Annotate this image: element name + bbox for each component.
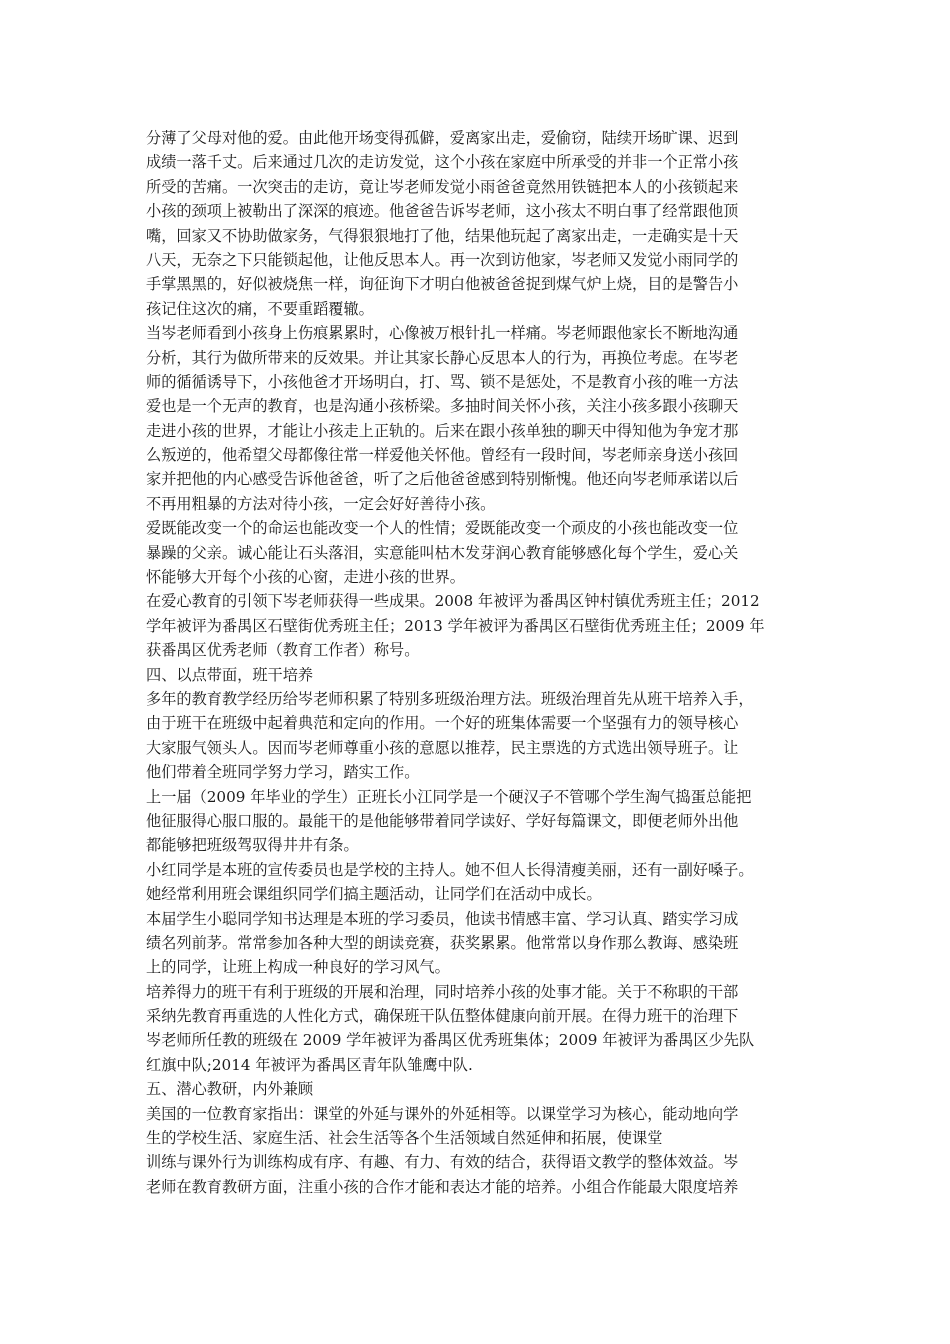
document-page: [146, 126, 810, 1199]
text-line: 暴躁的父亲。诚心能让石头落泪，实意能叫枯木发芽润心教育能够感化每个学生，爱心关: [146, 543, 739, 562]
paragraph-p1: [146, 126, 810, 321]
text-line: 绩名列前茅。常常参加各种大型的朗读竞赛，获奖累累。他常常以身作那么教诲、感染班: [146, 933, 739, 952]
text-line: 当岑老师看到小孩身上伤痕累累时，心像被万根针扎一样痛。岑老师跟他家长不断地沟通: [146, 324, 739, 343]
paragraph-p4: [146, 589, 810, 662]
text-line: 上一届（2009 年毕业的学生）正班长小江同学是一个硬汉子不管哪个学生淘气捣蛋总能把: [146, 787, 752, 806]
text-line: 走进小孩的世界，才能让小孩走上正轨的。后来在跟小孩单独的聊天中得知他为争宠才那: [146, 421, 739, 440]
paragraph-p8: [146, 858, 810, 907]
text-line: 生的学校生活、家庭生活、社会生活等各个生活领域自然延伸和拓展，使课堂: [146, 1129, 663, 1148]
text-line: 岑老师所任教的班级在 2009 学年被评为番禺区优秀班集体；2009 年被评为番禺区少先队: [146, 1031, 755, 1050]
paragraph-p2: [146, 321, 810, 516]
text-line: 本届学生小聪同学知书达理是本班的学习委员，他读书情感丰富、学习认真、踏实学习成: [146, 909, 739, 928]
text-line: 美国的一位教育家指出：课堂的外延与课外的外延相等。以课堂学习为核心，能动地向学: [146, 1104, 739, 1123]
text-line: 爱也是一个无声的教育，也是沟通小孩桥梁。多抽时间关怀小孩，关注小孩多跟小孩聊天: [146, 397, 739, 416]
text-line: 怀能够大开每个小孩的心窗，走进小孩的世界。: [146, 568, 465, 587]
text-line: 学年被评为番禺区石壁街优秀班主任；2013 学年被评为番禺区石壁街优秀班主任；2009 年: [146, 616, 765, 635]
text-line: 四、以点带面，班干培养: [146, 665, 314, 684]
text-line: 培养得力的班干有利于班级的开展和治理，同时培养小孩的处事才能。关于不称职的干部: [146, 982, 739, 1001]
text-line: 大家服气领头人。因而岑老师尊重小孩的意愿以推荐，民主票选的方式选出领导班子。让: [146, 738, 739, 757]
text-line: 八天，无奈之下只能锁起他，让他反思本人。再一次到访他家，岑老师又发觉小雨同学的: [146, 250, 739, 269]
paragraph-p5: [146, 663, 810, 687]
text-line: 他征服得心服口服的。最能干的是他能够带着同学读好、学好每篇课文，即便老师外出他: [146, 811, 739, 830]
text-line: 手掌黑黑的，好似被烧焦一样，询征询下才明白他被爸爸捉到煤气炉上烧，目的是警告小: [146, 275, 739, 294]
text-line: 爱既能改变一个的命运也能改变一个人的性情；爱既能改变一个顽皮的小孩也能改变一位: [146, 519, 739, 538]
text-line: 老师在教育教研方面，注重小孩的合作才能和表达才能的培养。小组合作能最大限度培养: [146, 1177, 739, 1196]
text-line: 孩记住这次的痛，不要重蹈覆辙。: [146, 299, 374, 318]
paragraph-p11: [146, 1077, 810, 1101]
text-line: 小红同学是本班的宣传委员也是学校的主持人。她不但人长得清瘦美丽，还有一副好嗓子。: [146, 860, 754, 879]
paragraph-p7: [146, 785, 810, 858]
text-line: 么叛逆的，他希望父母都像往常一样爱他关怀他。曾经有一段时间，岑老师亲身送小孩回: [146, 446, 739, 465]
text-line: 分析，其行为做所带来的反效果。并让其家长静心反思本人的行为，再换位考虑。在岑老: [146, 348, 739, 367]
text-line: 她经常利用班会课组织同学们搞主题活动，让同学们在活动中成长。: [146, 885, 602, 904]
text-line: 成绩一落千丈。后来通过几次的走访发觉，这个小孩在家庭中所承受的并非一个正常小孩: [146, 153, 739, 172]
text-line: 所受的苦痛。一次突击的走访，竟让岑老师发觉小雨爸爸竟然用铁链把本人的小孩锁起来: [146, 177, 739, 196]
text-line: 小孩的颈项上被勒出了深深的痕迹。他爸爸告诉岑老师，这小孩太不明白事了经常跟他顶: [146, 202, 739, 221]
text-line: 家并把他的内心感受告诉他爸爸，听了之后他爸爸感到特别惭愧。他还向岑老师承诺以后: [146, 470, 739, 489]
text-line: 都能够把班级驾驭得井井有条。: [146, 836, 359, 855]
paragraph-p9: [146, 907, 810, 980]
text-line: 上的同学，让班上构成一种良好的学习风气。: [146, 958, 450, 977]
text-line: 嘴，回家又不协助做家务，气得狠狠地打了他，结果他玩起了离家出走，一走确实是十天: [146, 226, 739, 245]
text-line: 训练与课外行为训练构成有序、有趣、有力、有效的结合，获得语文教学的整体效益。岑: [146, 1153, 739, 1172]
text-line: 五、潜心教研，内外兼顾: [146, 1080, 314, 1099]
text-line: 他们带着全班同学努力学习，踏实工作。: [146, 763, 420, 782]
text-line: 采纳先教育再重选的人性化方式，确保班干队伍整体健康向前开展。在得力班干的治理下: [146, 1007, 739, 1026]
text-line: 多年的教育教学经历给岑老师积累了特别多班级治理方法。班级治理首先从班干培养入手，: [146, 689, 754, 708]
paragraph-p12: [146, 1102, 810, 1200]
text-line: 获番禺区优秀老师（教育工作者）称号。: [146, 641, 420, 660]
paragraph-p6: [146, 687, 810, 785]
text-line: 分薄了父母对他的爱。由此他开场变得孤僻，爱离家出走，爱偷窃，陆续开场旷课、迟到: [146, 129, 739, 147]
text-line: 师的循循诱导下，小孩他爸才开场明白，打、骂、锁不是惩处，不是教育小孩的唯一方法: [146, 372, 739, 391]
text-line: 红旗中队;2014 年被评为番禺区青年队雏鹰中队.: [146, 1055, 473, 1074]
text-line: 由于班干在班级中起着典范和定向的作用。一个好的班集体需要一个坚强有力的领导核心: [146, 714, 739, 733]
paragraph-p10: [146, 980, 810, 1078]
text-line: 不再用粗暴的方法对待小孩，一定会好好善待小孩。: [146, 494, 496, 513]
paragraph-p3: [146, 516, 810, 589]
text-line: 在爱心教育的引领下岑老师获得一些成果。2008 年被评为番禺区钟村镇优秀班主任；2012: [146, 592, 760, 611]
